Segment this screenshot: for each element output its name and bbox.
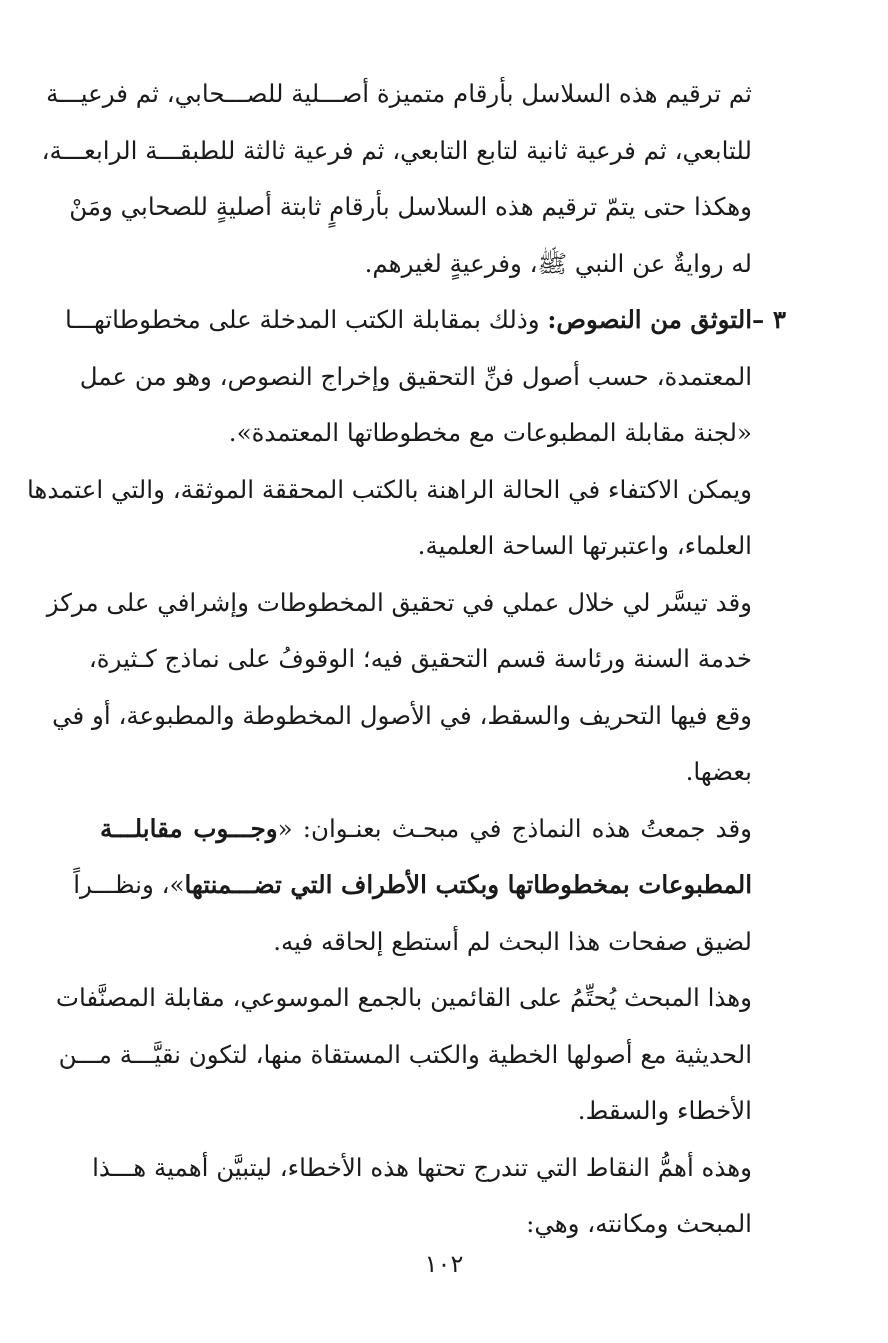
list-item-3-first-line-text: وذلك بمقابلة الكتب المدخلة على مخطوطاتهـــا bbox=[65, 305, 540, 334]
paragraph-4-line-1-bold: وجـــوب مقابلـــة bbox=[100, 813, 278, 843]
paragraph-3-line-2: خدمة السنة ورئاسة قسم التحقيق فيه؛ الوقوفُ على نماذج كـثيرة، bbox=[88, 644, 752, 673]
paragraph-4-line-2-bold: المطبوعات بمخطوطاتها وبكتب الأطراف التي تضـــمنتها bbox=[184, 870, 752, 899]
list-item-3-line-3: «لجنة مقابلة المطبوعات مع مخطوطاتها المعتمدة». bbox=[228, 418, 752, 447]
list-item-3-first-line bbox=[65, 292, 752, 349]
paragraph-1-line-2: للتابعي، ثم فرعية ثانية لتابع التابعي، ثم فرعية ثالثة للطبقـــة الرابعـــة، bbox=[41, 135, 752, 165]
paragraph-6-line-1: وهذه أهمُّ النقاط التي تندرج تحتها هذه الأخطاء، ليتبيَّن أهمية هـــذا bbox=[92, 1152, 752, 1182]
paragraph-4-line-1 bbox=[100, 801, 752, 858]
list-item-3 bbox=[65, 292, 786, 349]
paragraph-3-line-3: وقع فيها التحريف والسقط، في الأصول المخطوطة والمطبوعة، أو في bbox=[52, 700, 752, 730]
paragraph-3-line-4: بعضها. bbox=[685, 757, 752, 786]
list-item-3-title: التوثق من النصوص: bbox=[547, 305, 752, 334]
paragraph-1-line-4: له روايةٌ عن النبي ﷺ، وفرعيةٍ لغيرهم. bbox=[364, 248, 752, 278]
paragraph-2-line-2: العلماء، واعتبرتها الساحة العلمية. bbox=[417, 531, 752, 560]
paragraph-5-line-1: وهذا المبحث يُحتِّمُ على القائمين بالجمع الموسوعي، مقابلة المصنَّفات bbox=[55, 983, 752, 1012]
page-number: ١٠٢ bbox=[424, 1250, 464, 1278]
paragraph-4-line-3: لضيق صفحات هذا البحث لم أستطع إلحاقه فيه. bbox=[273, 926, 752, 956]
paragraph-4-line-2-text: »، ونظـــراً bbox=[73, 870, 185, 899]
paragraph-1-line-1: ثم ترقيم هذه السلاسل بأرقام متميزة أصـــلية للصـــحابي، ثم فرعيـــة bbox=[46, 79, 752, 108]
paragraph-5-line-3: الأخطاء والسقط. bbox=[577, 1096, 752, 1125]
list-item-3-line-2: المعتمدة، حسب أصول فنِّ التحقيق وإخراج النصوص، وهو من عمل bbox=[79, 361, 752, 391]
paragraph-4-line-1-text: وقد جمعتُ هذه النماذج في مبحـث بعنـوان: « bbox=[277, 813, 752, 843]
paragraph-2-line-1: ويمكن الاكتفاء في الحالة الراهنة بالكتب المحققة الموثقة، والتي اعتمدها bbox=[26, 474, 752, 504]
page-body bbox=[26, 66, 786, 1253]
paragraph-5-line-2: الحديثية مع أصولها الخطية والكتب المستقاة منها، لتكون نقيَّـــة مـــن bbox=[58, 1039, 752, 1069]
paragraph-4-line-2 bbox=[73, 857, 752, 914]
paragraph-3-line-1: وقد تيسَّر لي خلال عملي في تحقيق المخطوطات وإشرافي على مركز bbox=[46, 587, 752, 617]
list-item-number: ٣ – bbox=[752, 305, 786, 334]
paragraph-1-line-3: وهكذا حتى يتمّ ترقيم هذه السلاسل بأرقامٍ ثابتة أصليةٍ للصحابي ومَنْ bbox=[69, 192, 752, 221]
paragraph-6-line-2: المبحث ومكانته، وهي: bbox=[526, 1209, 752, 1238]
